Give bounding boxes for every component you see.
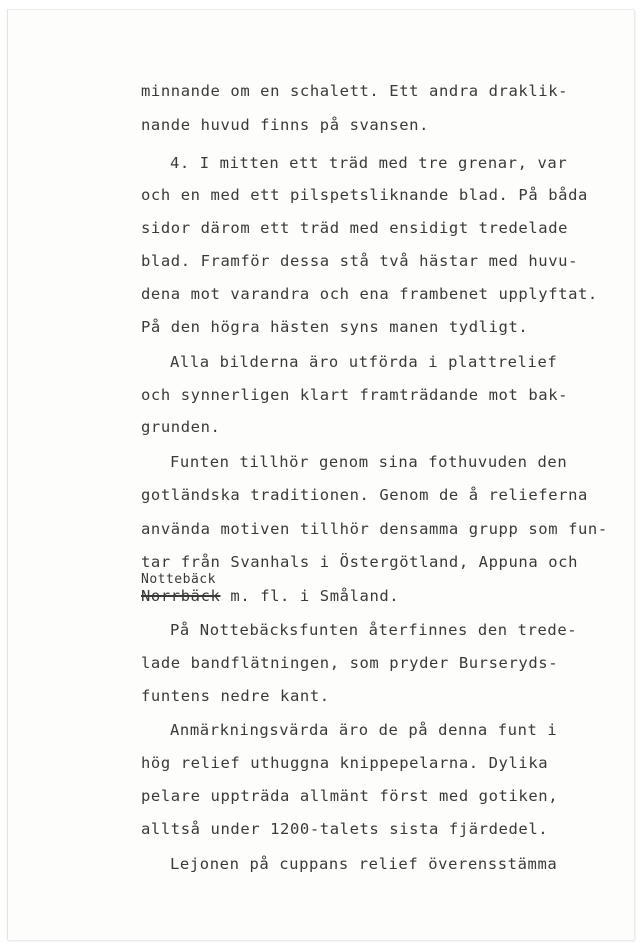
- text-line: sidor därom ett träd med ensidigt tredelade: [141, 219, 569, 237]
- text-line: hög relief uthuggna knippepelarna. Dylika: [141, 754, 549, 772]
- text-line: Alla bilderna äro utförda i plattrelief: [170, 353, 558, 371]
- text-line: dena mot varandra och ena frambenet upplyftat.: [141, 285, 598, 303]
- text-line: Funten tillhör genom sina fothuvuden den: [170, 453, 568, 471]
- text-line: tar från Svanhals i Östergötland, Appuna och: [141, 553, 578, 571]
- document-page: [7, 9, 634, 940]
- text-line: och synnerligen klart framträdande mot bak-: [141, 386, 569, 404]
- text-line: alltså under 1200-talets sista fjärdedel.: [141, 820, 549, 838]
- text-line: Anmärkningsvärda äro de på denna funt i: [170, 721, 558, 739]
- text-line: På Nottebäcksfunten återfinnes den trede-: [170, 621, 578, 639]
- text-line: funtens nedre kant.: [141, 687, 330, 705]
- text-line: pelare uppträda allmänt först med gotiken,: [141, 787, 559, 805]
- text-line: använda motiven tillhör densamma grupp som fun-: [141, 520, 608, 538]
- text-line: På den högra hästen syns manen tydligt.: [141, 318, 529, 336]
- text-line: grunden.: [141, 418, 221, 436]
- text-line: blad. Framför dessa stå två hästar med huvu-: [141, 252, 578, 270]
- text-line: minnande om en schalett. Ett andra draklik-: [141, 82, 569, 100]
- line-rest: m. fl. i Småland.: [220, 587, 400, 605]
- text-line: gotländska traditionen. Genom de å relieferna: [141, 486, 588, 504]
- text-line: Lejonen på cuppans relief överensstämma: [170, 855, 558, 873]
- corrected-line: [141, 587, 399, 605]
- text-line: lade bandflätningen, som pryder Burseryds-: [141, 654, 559, 672]
- handwritten-insertion: Nottebäck: [141, 572, 216, 587]
- text-line: nande huvud finns på svansen.: [141, 116, 430, 134]
- text-line: och en med ett pilspetsliknande blad. På båda: [141, 186, 588, 204]
- text-line: 4. I mitten ett träd med tre grenar, var: [170, 154, 568, 172]
- struck-word: Norrbäck: [141, 587, 221, 605]
